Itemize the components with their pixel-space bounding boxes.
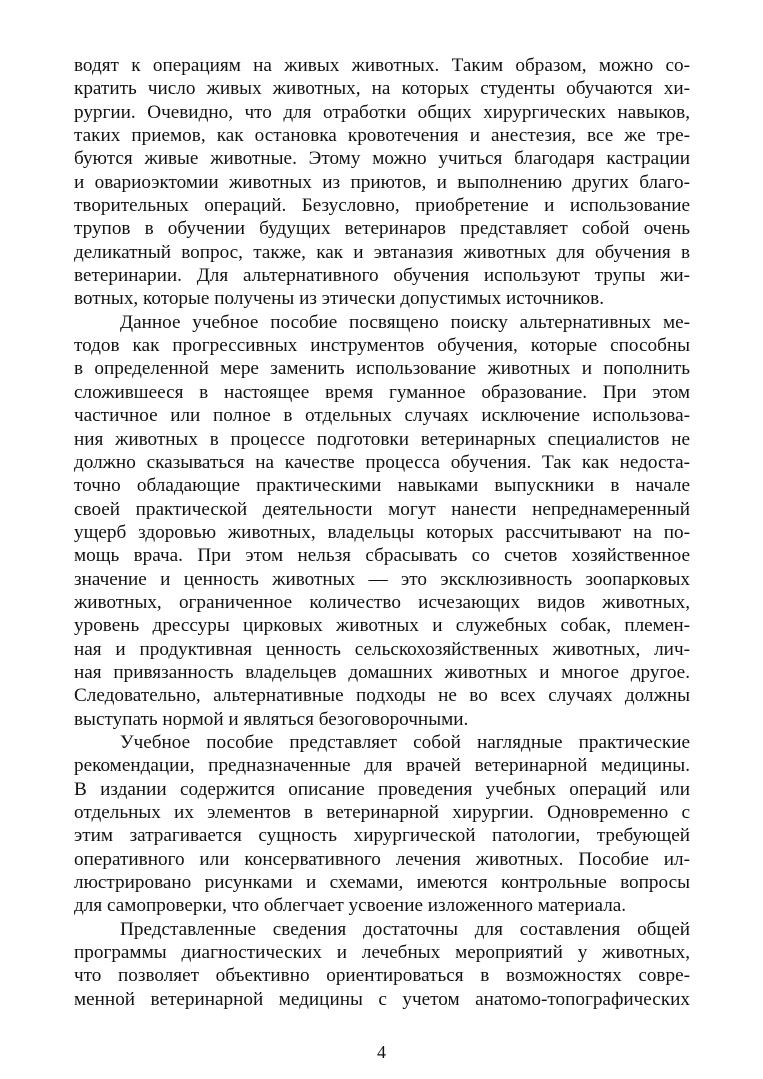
paragraph-2-line: выступать нормой и являться безоговорочными. [74,708,469,730]
paragraph-2-line: мощь врача. При этом нельзя сбрасывать со счетов хозяйственное [74,545,690,567]
paragraph-1-line: творительных операций. Безусловно, приобретение и использование [74,195,690,217]
paragraph-2-line: ная и продуктивная ценность сельскохозяйственных животных, лич- [74,638,690,660]
paragraph-4-line: что позволяет объективно ориентироваться в возможностях совре- [74,965,690,987]
paragraph-2-line: значение и ценность животных — это эксклюзивность зоопарковых [74,568,690,590]
paragraph-1-line: рургии. Очевидно, что для отработки общих хирургических навыков, [74,101,690,123]
paragraph-3-line: рекомендации, предназначенные для врачей ветеринарной медицины. [74,755,690,777]
paragraph-1-line: таких приемов, как остановка кровотечения и анестезия, все же тре- [74,125,690,147]
paragraph-2-line: своей практической деятельности могут нанести непреднамеренный [74,498,690,520]
page-number: 4 [377,1042,386,1062]
paragraph-1-line: деликатный вопрос, также, как и эвтаназия животных для обучения в [74,241,690,263]
paragraph-2-line: в определенной мере заменить использование животных и пополнить [74,358,690,380]
paragraph-3-line: В издании содержится описание проведения учебных операций или [74,778,690,800]
paragraph-3-line: люстрировано рисунками и схемами, имеются контрольные вопросы [74,872,690,894]
paragraph-2-line: тодов как прогрессивных инструментов обучения, которые способны [74,335,690,357]
paragraph-1-line: ветеринарии. Для альтернативного обучения используют трупы жи- [74,265,690,287]
paragraph-2-line: точно обладающие практическими навыками выпускники в начале [74,475,690,497]
paragraph-1-line: водят к операциям на живых животных. Таким образом, можно со- [74,55,690,76]
paragraph-2-line: Данное учебное пособие посвящено поиску альтернативных ме- [120,311,690,333]
paragraph-2-line: ния животных в процессе подготовки ветеринарных специалистов не [74,428,690,450]
paragraph-2-line: Следовательно, альтернативные подходы не во всех случаях должны [74,685,690,707]
paragraph-4-line: программы диагностических и лечебных мероприятий у животных, [74,942,690,964]
paragraph-1-line: буются живые животные. Этому можно учиться благодаря кастрации [74,148,690,170]
paragraph-2-line: должно сказываться на качестве процесса обучения. Так как недоста- [74,451,690,473]
paragraph-2-line: частичное или полное в отдельных случаях исключение использова- [74,405,690,427]
paragraph-3-line: оперативного или консервативного лечения животных. Пособие ил- [74,848,690,870]
paragraph-3-line: для самопроверки, что облегчает усвоение изложенного материала. [74,895,627,917]
paragraph-3-line: этим затрагивается сущность хирургической патологии, требующей [74,825,690,847]
paragraph-3-line: Учебное пособие представляет собой наглядные практические [120,731,690,753]
paragraph-1-line: вотных, которые получены из этически допустимых источников. [74,288,605,310]
paragraph-2-line: ущерб здоровью животных, владельцы которых рассчитывают на по- [74,521,690,543]
paragraph-2-line: сложившееся в настоящее время гуманное образование. При этом [74,381,690,403]
paragraph-2-line: ная привязанность владельцев домашних животных и многое другое. [74,661,690,683]
body-text [74,54,690,1011]
paragraph-2-line: животных, ограниченное количество исчезающих видов животных, [74,591,690,613]
paragraph-4-line: менной ветеринарной медицины с учетом анатомо-топографических [74,988,690,1010]
paragraph-1-line: трупов в обучении будущих ветеринаров представляет собой очень [74,218,690,240]
paragraph-4-line: Представленные сведения достаточны для составления общей [120,918,690,940]
paragraph-1-line: и овариоэктомии животных из приютов, и выполнению других благо- [74,171,690,193]
paragraph-1-line: кратить число живых животных, на которых студенты обучаются хи- [74,78,690,100]
paragraph-3-line: отдельных их элементов в ветеринарной хирургии. Одновременно с [74,802,690,823]
paragraph-2-line: уровень дрессуры цирковых животных и служебных собак, племен- [74,615,690,637]
